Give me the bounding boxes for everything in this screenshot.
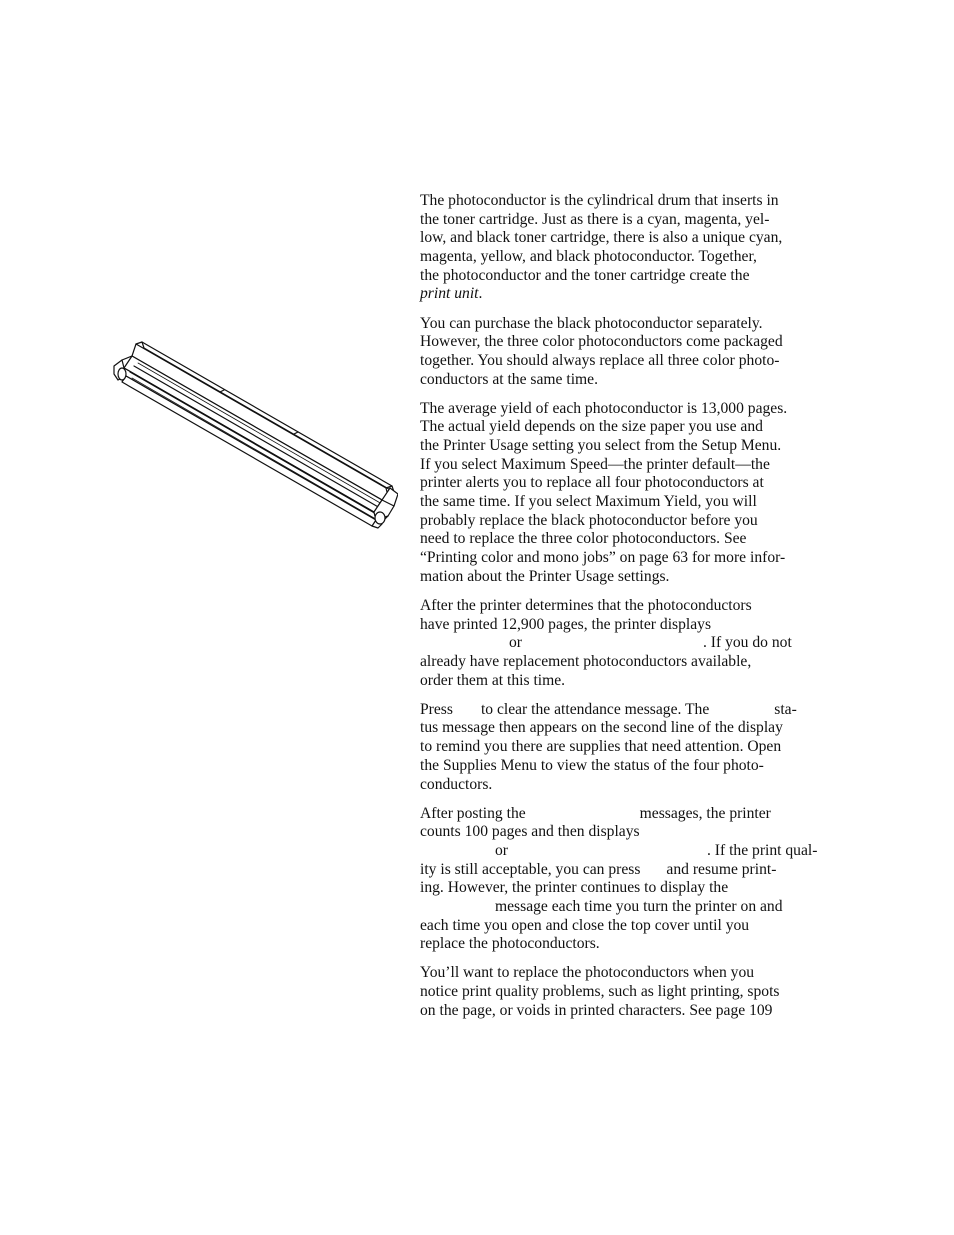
text-fragment: Press xyxy=(420,700,453,718)
text-fragment: . If the print qual- xyxy=(707,841,818,859)
text-line: on the page, or voids in printed characters. See page 109 xyxy=(420,1001,773,1019)
text-fragment: and resume print- xyxy=(666,860,777,878)
text-line: conductors at the same time. xyxy=(420,370,598,388)
text-line: the Printer Usage setting you select from the Setup Menu. xyxy=(420,437,782,455)
text-line xyxy=(420,898,842,917)
text-line xyxy=(420,805,842,824)
text-line: The actual yield depends on the size paper you use and xyxy=(420,418,763,436)
text-line: low, and black toner cartridge, there is also a unique cyan, xyxy=(420,229,783,247)
text-line: magenta, yellow, and black photoconductor. Together, xyxy=(420,248,757,266)
text-line: to remind you there are supplies that need attention. Open xyxy=(420,738,782,756)
text-fragment: After posting the xyxy=(420,804,526,822)
text-line: need to replace the three color photoconductors. See xyxy=(420,530,747,548)
text-fragment: or xyxy=(495,841,508,859)
paragraph-12900-pages xyxy=(420,597,842,690)
text-line: You can purchase the black photoconductor separately. xyxy=(420,314,763,332)
text-fragment: or xyxy=(509,634,522,652)
paragraph-print-quality xyxy=(420,964,842,1020)
text-line xyxy=(420,634,842,653)
text-line: After the printer determines that the photoconductors xyxy=(420,596,752,614)
punctuation: . xyxy=(478,285,483,303)
body-text-column xyxy=(420,192,842,1031)
text-line xyxy=(420,861,842,880)
text-line: If you select Maximum Speed—the printer default—the xyxy=(420,455,770,473)
text-line xyxy=(420,842,842,861)
paragraph-yield xyxy=(420,400,842,587)
text-line: “Printing color and mono jobs” on page 63 for more infor- xyxy=(420,549,786,567)
text-line xyxy=(420,701,842,720)
text-line: However, the three color photoconductors come packaged xyxy=(420,333,783,351)
text-fragment: message each time you turn the printer on and xyxy=(495,898,783,916)
text-line: printer alerts you to replace all four photoconductors at xyxy=(420,474,764,492)
text-fragment: messages, the printer xyxy=(639,804,771,822)
text-line: the same time. If you select Maximum Yield, you will xyxy=(420,493,757,511)
text-fragment: to clear the attendance message. The xyxy=(480,700,710,718)
text-line: replace the photoconductors. xyxy=(420,935,600,953)
photoconductor-illustration xyxy=(108,338,398,533)
text-line: You’ll want to replace the photoconductors when you xyxy=(420,964,755,982)
text-line: counts 100 pages and then displays xyxy=(420,823,640,841)
italic-term: print unit xyxy=(420,285,479,303)
text-fragment: sta- xyxy=(774,700,797,718)
text-line: order them at this time. xyxy=(420,671,566,689)
paragraph-photoconductor-intro xyxy=(420,192,842,304)
text-line: conductors. xyxy=(420,775,493,793)
text-line: tus message then appears on the second line of the display xyxy=(420,719,783,737)
text-line: notice print quality problems, such as light printing, spots xyxy=(420,983,780,1001)
text-line: the Supplies Menu to view the status of the four photo- xyxy=(420,756,764,774)
text-fragment: ity is still acceptable, you can press xyxy=(420,860,641,878)
paragraph-press xyxy=(420,701,842,794)
paragraph-after-posting xyxy=(420,805,842,955)
text-line: mation about the Printer Usage settings. xyxy=(420,567,670,585)
text-line: probably replace the black photoconductor before you xyxy=(420,511,758,529)
text-fragment: . If you do not xyxy=(703,634,792,652)
text-line: The average yield of each photoconductor is 13,000 pages. xyxy=(420,399,788,417)
text-line: already have replacement photoconductors available, xyxy=(420,652,752,670)
text-line: ing. However, the printer continues to display the xyxy=(420,879,729,897)
text-line xyxy=(420,285,842,304)
text-line: the toner cartridge. Just as there is a cyan, magenta, yel- xyxy=(420,210,770,228)
text-line: the photoconductor and the toner cartridge create the xyxy=(420,266,750,284)
text-line: together. You should always replace all three color photo- xyxy=(420,351,780,369)
text-line: The photoconductor is the cylindrical drum that inserts in xyxy=(420,192,779,209)
paragraph-purchase xyxy=(420,315,842,390)
text-line: have printed 12,900 pages, the printer displays xyxy=(420,615,712,633)
text-line: each time you open and close the top cover until you xyxy=(420,916,750,934)
